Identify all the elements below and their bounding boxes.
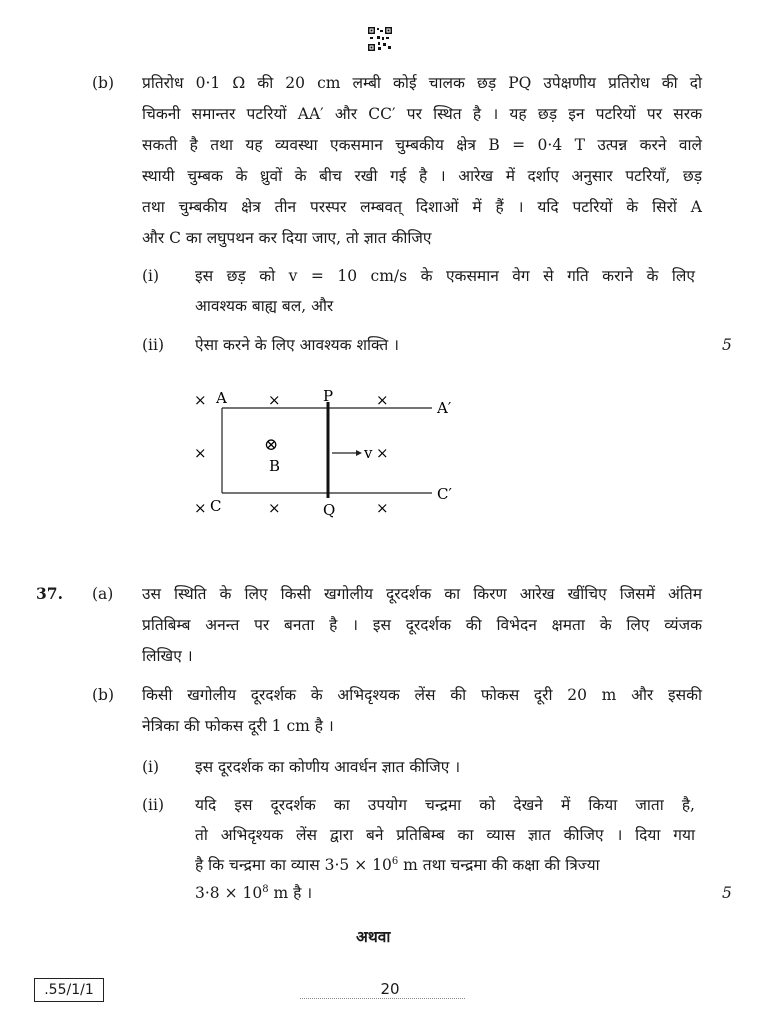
or-heading: अथवा bbox=[356, 927, 391, 946]
label-v: v bbox=[364, 444, 373, 462]
rail-rod-diagram bbox=[180, 380, 480, 520]
qr-code-icon bbox=[368, 27, 392, 51]
cross-mark: × bbox=[376, 499, 389, 517]
q37a-line-1: उस स्थिति के लिए किसी खगोलीय दूरदर्शक का किरण आरेख खींचिए जिसमें अंतिम bbox=[142, 585, 702, 603]
q36b-line-3: सकती है तथा यह व्यवस्था एकसमान चुम्बकीय क्षेत्र B = 0·4 T उत्पन्न करने वाले bbox=[142, 136, 702, 154]
q37a-line-2: प्रतिबिम्ब अनन्त पर बनता है । इस दूरदर्शक की विभेदन क्षमता के लिए व्यंजक bbox=[142, 616, 702, 634]
cross-mark: × bbox=[376, 391, 389, 409]
q37b-sub-i-label: (i) bbox=[142, 758, 160, 776]
label-a: A bbox=[216, 389, 227, 407]
q37b-label: (b) bbox=[92, 686, 115, 704]
label-c-prime: C′ bbox=[437, 485, 452, 503]
label-c: C bbox=[210, 497, 222, 515]
q36b-line-1: प्रतिरोध 0·1 Ω की 20 cm लम्बी कोई चालक छड़ PQ उपेक्षणीय प्रतिरोध की दो bbox=[142, 74, 702, 92]
q37b-sub-ii-line-2: तो अभिदृश्यक लेंस द्वारा बने प्रतिबिम्ब का व्यास ज्ञात कीजिए । दिया गया bbox=[195, 826, 695, 844]
q37-marks: 5 bbox=[722, 884, 732, 902]
q37b-line-2: नेत्रिका की फोकस दूरी 1 cm है । bbox=[142, 717, 334, 735]
q36b-sub-ii-text: ऐसा करने के लिए आवश्यक शक्ति । bbox=[195, 336, 399, 354]
velocity-arrow-head bbox=[356, 450, 362, 456]
q36b-line-6: और C का लघुपथन कर दिया जाए, तो ज्ञात कीजिए bbox=[142, 229, 432, 247]
q37a-label: (a) bbox=[92, 585, 114, 603]
q37b-line-1: किसी खगोलीय दूरदर्शक के अभिदृश्यक लेंस की फोकस दूरी 20 m और इसकी bbox=[142, 686, 702, 704]
q36b-line-2: चिकनी समान्तर पटरियों AA′ और CC′ पर स्थित है । यह छड़ इन पटरियों पर सरक bbox=[142, 105, 702, 123]
q37b-sub-ii-line-3: है कि चन्द्रमा का व्यास $3\cdot 5 \times 10^6$ m तथा चन्द्रमा की कक्षा की त्रिज्या bbox=[195, 855, 600, 874]
q37b-sub-ii-line-1: यदि इस दूरदर्शक का उपयोग चन्द्रमा को देखने में किया जाता है, bbox=[195, 796, 695, 814]
paper-code: .55/1/1 bbox=[34, 978, 104, 1002]
q36b-line-5: तथा चुम्बकीय क्षेत्र तीन परस्पर लम्बवत् दिशाओं में हैं । यदि पटरियों के सिरों A bbox=[142, 198, 702, 216]
q36b-sub-i-line-1: इस छड़ को v = 10 cm/s के एकसमान वेग से गति कराने के लिए bbox=[195, 267, 695, 285]
field-into-page-icon: ⊗ bbox=[264, 435, 279, 455]
label-q: Q bbox=[323, 501, 336, 519]
cross-mark: × bbox=[194, 391, 207, 409]
q37a-line-3: लिखिए । bbox=[142, 647, 193, 665]
q37b-sub-i-text: इस दूरदर्शक का कोणीय आवर्धन ज्ञात कीजिए । bbox=[195, 758, 461, 776]
q37b-sub-ii-line-4: $3\cdot 8 \times 10^8$ m है । bbox=[195, 883, 313, 902]
q36b-sub-i-label: (i) bbox=[142, 267, 160, 285]
q36b-marks: 5 bbox=[722, 336, 732, 354]
footer-divider bbox=[300, 998, 465, 999]
q36b-label: (b) bbox=[92, 74, 115, 92]
q37b-sub-ii-label: (ii) bbox=[142, 796, 165, 814]
cross-mark: × bbox=[194, 444, 207, 462]
q36b-sub-i-line-2: आवश्यक बाह्य बल, और bbox=[195, 297, 334, 315]
cross-mark: × bbox=[268, 499, 281, 517]
label-p: P bbox=[323, 387, 334, 405]
cross-mark: × bbox=[194, 499, 207, 517]
cross-mark: × bbox=[376, 444, 389, 462]
label-b: B bbox=[269, 457, 281, 475]
q36b-sub-ii-label: (ii) bbox=[142, 336, 165, 354]
q37-number: 37. bbox=[36, 584, 63, 603]
page-number: 20 bbox=[380, 980, 400, 998]
q36b-line-4: स्थायी चुम्बक के ध्रुवों के बीच रखी गई है । आरेख में दर्शाए अनुसार पटरियाँ, छड़ bbox=[142, 167, 702, 185]
label-a-prime: A′ bbox=[437, 399, 452, 417]
cross-mark: × bbox=[268, 391, 281, 409]
